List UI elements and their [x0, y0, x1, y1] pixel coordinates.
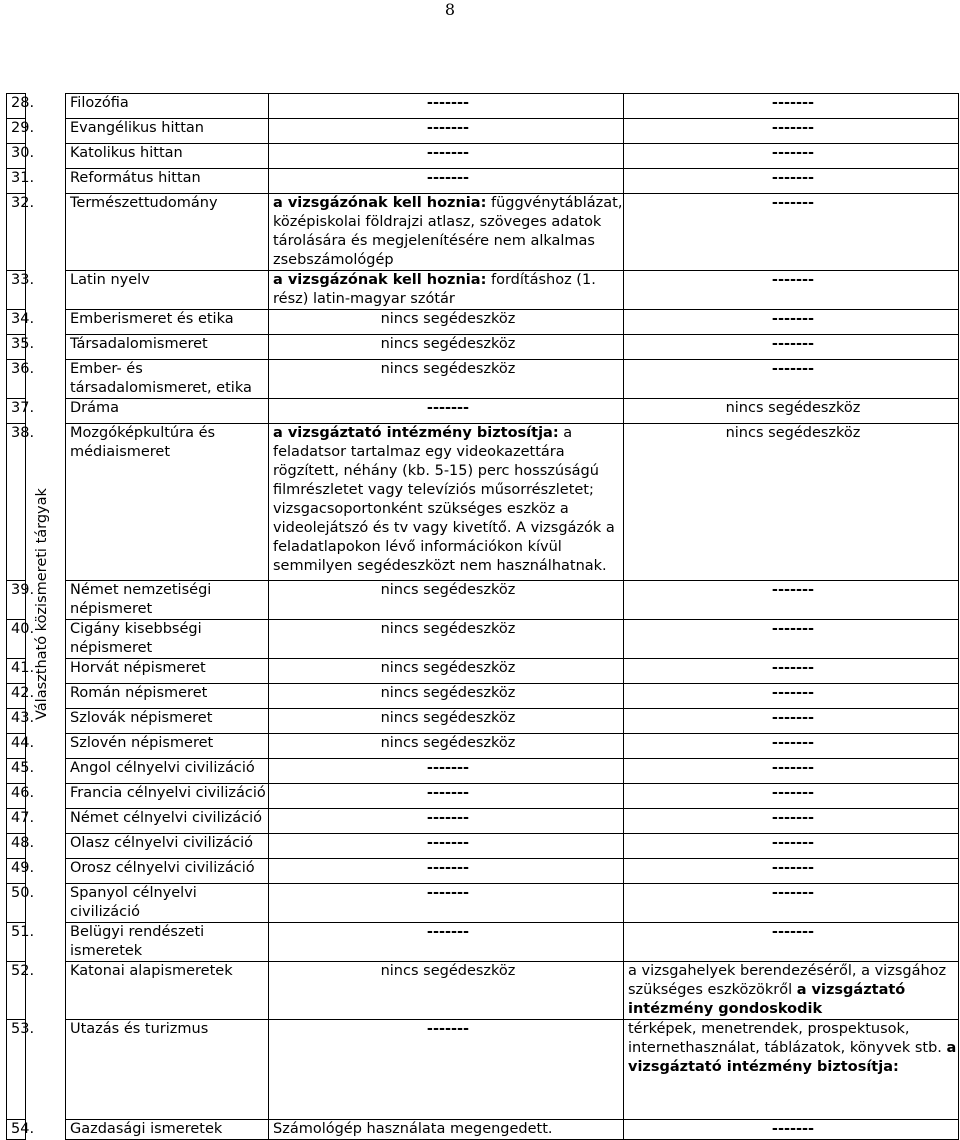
subject-name: Katonai alapismeretek: [66, 962, 269, 1020]
written-exam-aids: [269, 271, 624, 310]
table-row: [7, 834, 959, 859]
no-aid-dash: -------: [771, 735, 815, 751]
subject-name: Gazdasági ismeretek: [66, 1120, 269, 1140]
table-row: [7, 144, 959, 169]
subject-name: Mozgóképkultúra és médiaismeret: [66, 424, 269, 581]
written-exam-aids: [269, 1020, 624, 1120]
aid-text: függvénytáblázat, középiskolai földrajzi atlasz, szöveges adatok tárolására és megjelenítésére nem alkalmas zsebszámológép: [273, 195, 623, 268]
written-exam-aids: [269, 759, 624, 784]
row-number: 39.: [7, 581, 26, 620]
row-number: 32.: [7, 194, 26, 271]
row-number: 51.: [7, 923, 26, 962]
table-row: [7, 310, 959, 335]
no-aid-dash: -------: [771, 710, 815, 726]
no-aid-dash: -------: [771, 924, 815, 940]
no-aid-dash: -------: [426, 1021, 470, 1037]
subject-name: Angol célnyelvi civilizáció: [66, 759, 269, 784]
no-aid-text: nincs segédeszköz: [725, 425, 861, 441]
no-aid-text: nincs segédeszköz: [380, 963, 516, 979]
table-row: [7, 709, 959, 734]
table-row: [7, 399, 959, 424]
written-exam-aids: [269, 335, 624, 360]
subject-name: Evangélikus hittan: [66, 119, 269, 144]
row-number: 30.: [7, 144, 26, 169]
no-aid-dash: -------: [771, 195, 815, 211]
oral-exam-aids: [624, 884, 959, 923]
table-row: [7, 194, 959, 271]
table-row: [7, 962, 959, 1020]
no-aid-dash: -------: [426, 120, 470, 136]
subject-name: Orosz célnyelvi civilizáció: [66, 859, 269, 884]
oral-exam-aids: [624, 809, 959, 834]
row-number: 41.: [7, 659, 26, 684]
no-aid-dash: -------: [426, 835, 470, 851]
written-exam-aids: [269, 784, 624, 809]
no-aid-dash: -------: [426, 785, 470, 801]
table-row: [7, 759, 959, 784]
oral-exam-aids: [624, 923, 959, 962]
no-aid-dash: -------: [426, 924, 470, 940]
oral-exam-aids: [624, 734, 959, 759]
page-number: 8: [444, 0, 456, 19]
oral-exam-aids: [624, 859, 959, 884]
row-number: 28.: [7, 94, 26, 119]
oral-exam-aids: [624, 684, 959, 709]
no-aid-dash: -------: [771, 660, 815, 676]
aid-bold-text: a vizsgázónak kell hoznia:: [273, 272, 487, 288]
aid-bold-text: a vizsgázónak kell hoznia:: [273, 195, 487, 211]
subject-name: Spanyol célnyelvi civilizáció: [66, 884, 269, 923]
no-aid-dash: -------: [426, 760, 470, 776]
subject-name: Latin nyelv: [66, 271, 269, 310]
no-aid-dash: -------: [771, 361, 815, 377]
aid-text: fordításhoz (1. rész) latin-magyar szótár: [273, 272, 596, 307]
oral-exam-aids: [624, 194, 959, 271]
written-exam-aids: [269, 194, 624, 271]
subject-name: Olasz célnyelvi civilizáció: [66, 834, 269, 859]
no-aid-dash: -------: [771, 120, 815, 136]
written-exam-aids: [269, 360, 624, 399]
aid-text: térképek, menetrendek, prospektusok, internethasználat, táblázatok, könyvek stb.: [628, 1021, 942, 1056]
written-exam-aids: [269, 923, 624, 962]
no-aid-dash: -------: [771, 760, 815, 776]
no-aid-text: nincs segédeszköz: [380, 685, 516, 701]
oral-exam-aids: [624, 962, 959, 1020]
side-label: [24, 488, 64, 720]
row-number: 33.: [7, 271, 26, 310]
subject-name: Német célnyelvi civilizáció: [66, 809, 269, 834]
subject-name: Katolikus hittan: [66, 144, 269, 169]
written-exam-aids: [269, 1120, 624, 1140]
aid-bold-text: a vizsgáztató intézmény gondoskodik: [628, 982, 906, 1017]
row-number: 43.: [7, 709, 26, 734]
written-exam-aids: [269, 884, 624, 923]
oral-exam-aids: [624, 759, 959, 784]
table-row: [7, 271, 959, 310]
row-number: 45.: [7, 759, 26, 784]
table-row: [7, 684, 959, 709]
written-exam-aids: [269, 144, 624, 169]
oral-exam-aids: [624, 784, 959, 809]
written-exam-aids: [269, 94, 624, 119]
written-exam-aids: [269, 169, 624, 194]
no-aid-dash: -------: [771, 835, 815, 851]
no-aid-dash: -------: [771, 145, 815, 161]
subject-name: Dráma: [66, 399, 269, 424]
row-number: 31.: [7, 169, 26, 194]
row-number: 37.: [7, 399, 26, 424]
aid-text: a feladatsor tartalmaz egy videokazettára rögzített, néhány (kb. 5-15) perc hosszúságú filmrészletet vagy televíziós műsorrészletet; vizsgacsoportonként szükséges eszköz a videolejátszó és tv vagy kivetítő. A vizsgázók a feladatlapokon lévő információkon kívül semmilyen segédeszközt nem használhatnak.: [273, 425, 615, 574]
oral-exam-aids: [624, 335, 959, 360]
no-aid-dash: -------: [771, 621, 815, 637]
oral-exam-aids: [624, 1020, 959, 1120]
row-number: 29.: [7, 119, 26, 144]
subject-name: Német nemzetiségi népismeret: [66, 581, 269, 620]
no-aid-dash: -------: [771, 95, 815, 111]
written-exam-aids: [269, 859, 624, 884]
side-label-text: Választható közismereti tárgyak: [34, 488, 50, 720]
aid-text: a vizsgahelyek berendezéséről, a vizsgához szükséges eszközökről: [628, 963, 947, 998]
oral-exam-aids: [624, 581, 959, 620]
row-number: 52.: [7, 962, 26, 1020]
no-aid-dash: -------: [771, 885, 815, 901]
written-exam-aids: [269, 962, 624, 1020]
subject-name: Cigány kisebbségi népismeret: [66, 620, 269, 659]
subject-name: Természettudomány: [66, 194, 269, 271]
no-aid-text: nincs segédeszköz: [380, 660, 516, 676]
no-aid-dash: -------: [426, 885, 470, 901]
row-number: 47.: [7, 809, 26, 834]
aid-text: Számológép használata megengedett.: [273, 1121, 553, 1137]
no-aid-text: nincs segédeszköz: [380, 735, 516, 751]
no-aid-text: nincs segédeszköz: [380, 621, 516, 637]
no-aid-dash: -------: [426, 170, 470, 186]
oral-exam-aids: [624, 169, 959, 194]
no-aid-text: nincs segédeszköz: [725, 400, 861, 416]
row-number: 44.: [7, 734, 26, 759]
no-aid-text: nincs segédeszköz: [380, 336, 516, 352]
written-exam-aids: [269, 834, 624, 859]
written-exam-aids: [269, 119, 624, 144]
aid-bold-text: a vizsgáztató intézmény biztosítja:: [628, 1040, 957, 1075]
no-aid-dash: -------: [426, 400, 470, 416]
row-number: 40.: [7, 620, 26, 659]
no-aid-text: nincs segédeszköz: [380, 311, 516, 327]
row-number: 48.: [7, 834, 26, 859]
oral-exam-aids: [624, 310, 959, 335]
oral-exam-aids: [624, 94, 959, 119]
table-row: [7, 620, 959, 659]
row-number: 42.: [7, 684, 26, 709]
table-row: [7, 424, 959, 581]
row-number: 35.: [7, 335, 26, 360]
exam-aids-table: [6, 93, 959, 1140]
table-row: [7, 784, 959, 809]
no-aid-dash: -------: [426, 95, 470, 111]
table-row: [7, 119, 959, 144]
table-row: [7, 360, 959, 399]
written-exam-aids: [269, 809, 624, 834]
no-aid-dash: -------: [771, 810, 815, 826]
row-number: 36.: [7, 360, 26, 399]
oral-exam-aids: [624, 1120, 959, 1140]
row-number: 34.: [7, 310, 26, 335]
table-row: [7, 734, 959, 759]
table-row: [7, 1020, 959, 1120]
written-exam-aids: [269, 399, 624, 424]
table-row: [7, 659, 959, 684]
row-number: 38.: [7, 424, 26, 581]
written-exam-aids: [269, 581, 624, 620]
oral-exam-aids: [624, 119, 959, 144]
subject-name: Ember- és társadalomismeret, etika: [66, 360, 269, 399]
subject-name: Szlovén népismeret: [66, 734, 269, 759]
written-exam-aids: [269, 424, 624, 581]
no-aid-dash: -------: [426, 810, 470, 826]
subject-name: Emberismeret és etika: [66, 310, 269, 335]
oral-exam-aids: [624, 360, 959, 399]
table-row: [7, 884, 959, 923]
written-exam-aids: [269, 734, 624, 759]
aid-bold-text: a vizsgáztató intézmény biztosítja:: [273, 425, 559, 441]
table-row: [7, 1120, 959, 1140]
no-aid-dash: -------: [771, 582, 815, 598]
no-aid-dash: -------: [426, 860, 470, 876]
oral-exam-aids: [624, 144, 959, 169]
oral-exam-aids: [624, 709, 959, 734]
row-number: 46.: [7, 784, 26, 809]
table-row: [7, 169, 959, 194]
no-aid-dash: -------: [771, 272, 815, 288]
no-aid-dash: -------: [771, 311, 815, 327]
row-number: 53.: [7, 1020, 26, 1120]
table-row: [7, 581, 959, 620]
table-row: [7, 94, 959, 119]
no-aid-dash: -------: [771, 860, 815, 876]
subject-name: Utazás és turizmus: [66, 1020, 269, 1120]
written-exam-aids: [269, 620, 624, 659]
oral-exam-aids: [624, 834, 959, 859]
no-aid-dash: -------: [771, 1121, 815, 1137]
subject-name: Szlovák népismeret: [66, 709, 269, 734]
subject-name: Társadalomismeret: [66, 335, 269, 360]
subject-name: Belügyi rendészeti ismeretek: [66, 923, 269, 962]
table-row: [7, 809, 959, 834]
no-aid-dash: -------: [426, 145, 470, 161]
subject-name: Filozófia: [66, 94, 269, 119]
table-row: [7, 859, 959, 884]
row-number: 50.: [7, 884, 26, 923]
oral-exam-aids: [624, 620, 959, 659]
subject-name: Református hittan: [66, 169, 269, 194]
no-aid-text: nincs segédeszköz: [380, 710, 516, 726]
no-aid-dash: -------: [771, 336, 815, 352]
no-aid-dash: -------: [771, 785, 815, 801]
table-row: [7, 335, 959, 360]
written-exam-aids: [269, 659, 624, 684]
oral-exam-aids: [624, 399, 959, 424]
oral-exam-aids: [624, 659, 959, 684]
table-row: [7, 923, 959, 962]
no-aid-dash: -------: [771, 170, 815, 186]
subject-name: Román népismeret: [66, 684, 269, 709]
subject-name: Francia célnyelvi civilizáció: [66, 784, 269, 809]
no-aid-text: nincs segédeszköz: [380, 582, 516, 598]
written-exam-aids: [269, 310, 624, 335]
row-number: 54.: [7, 1120, 26, 1140]
row-number: 49.: [7, 859, 26, 884]
oral-exam-aids: [624, 271, 959, 310]
no-aid-dash: -------: [771, 685, 815, 701]
written-exam-aids: [269, 684, 624, 709]
written-exam-aids: [269, 709, 624, 734]
no-aid-text: nincs segédeszköz: [380, 361, 516, 377]
subject-name: Horvát népismeret: [66, 659, 269, 684]
oral-exam-aids: [624, 424, 959, 581]
